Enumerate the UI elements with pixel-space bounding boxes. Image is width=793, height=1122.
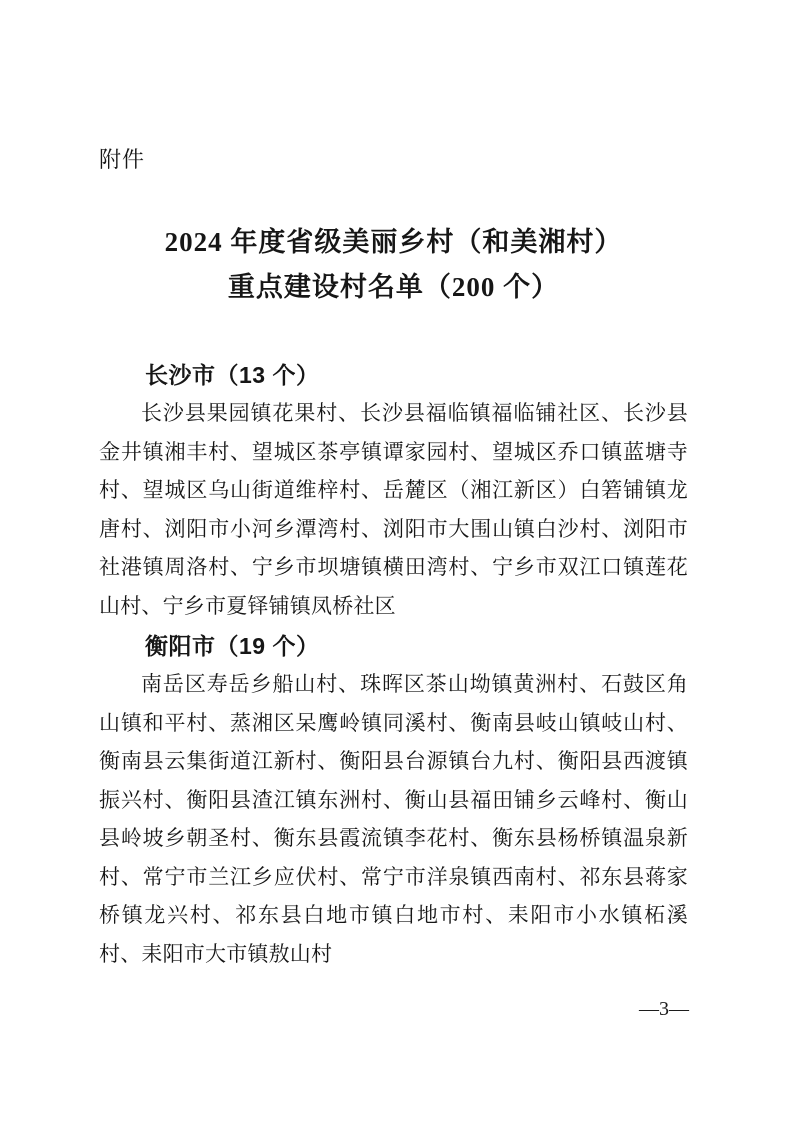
document-title [99,220,688,310]
section-body-changsha: 长沙县果园镇花果村、长沙县福临镇福临铺社区、长沙县金井镇湘丰村、望城区茶亭镇谭家园村、望城区乔口镇蓝塘寺村、望城区乌山街道维梓村、岳麓区（湘江新区）白箬铺镇龙唐村、浏阳市小河乡潭湾村、浏阳市大围山镇白沙村、浏阳市社港镇周洛村、宁乡市坝塘镇横田湾村、宁乡市双江口镇莲花山村、宁乡市夏铎铺镇凤桥社区 [99,401,688,618]
document-title-line-1: 2024 年度省级美丽乡村（和美湘村） [164,227,623,257]
document-content [99,0,688,973]
section-heading-hengyang: 衡阳市（19 个） [145,633,320,659]
page-number: —3— [639,998,689,1020]
section-heading-changsha: 长沙市（13 个） [145,362,320,388]
section-body-hengyang: 南岳区寿岳乡船山村、珠晖区茶山坳镇黄洲村、石鼓区角山镇和平村、蒸湘区呆鹰岭镇同溪村、衡南县岐山镇岐山村、衡南县云集街道江新村、衡阳县台源镇台九村、衡阳县西渡镇振兴村、衡阳县渣江镇东洲村、衡山县福田铺乡云峰村、衡山县岭坡乡朝圣村、衡东县霞流镇李花村、衡东县杨桥镇温泉新村、常宁市兰江乡应伏村、常宁市洋泉镇西南村、祁东县蒋家桥镇龙兴村、祁东县白地市镇白地市村、耒阳市小水镇柘溪村、耒阳市大市镇敖山村 [99,672,688,966]
document-title-line-2: 重点建设村名单（200 个） [227,272,560,302]
attachment-label: 附件 [99,147,146,172]
